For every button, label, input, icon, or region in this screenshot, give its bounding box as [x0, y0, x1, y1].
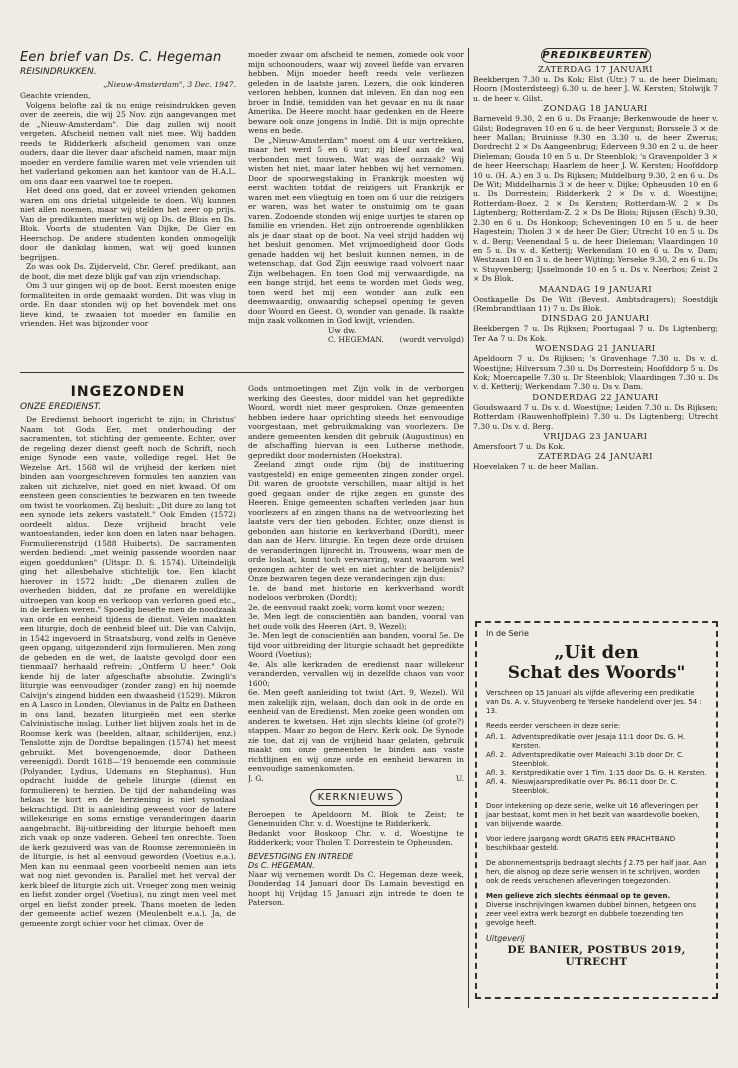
day-heading: DONDERDAG 22 JANUARI — [532, 392, 659, 403]
ad-list-item — [486, 733, 707, 751]
brief-paragraph: Het deed ons goed, dat er zoveel vrienden gekomen waren om ons drietal uitgeleide te doen. Wij kunnen niet allen noemen, maar wij stelden het zeer op prijs. Van de predikanten merkten wij op Ds. de Blois en Ds. Blok. Voorts de studenten Van Dijke, De Gier en Heerschop. De andere studenten konden onmogelijk door de dankdag komen, wat wij goed kunnen begrijpen. — [20, 186, 236, 262]
predikbeurten-day — [473, 104, 718, 283]
predikbeurten-day — [473, 452, 718, 471]
brief-column-left — [20, 50, 236, 360]
brief-salutation: Geachte vrienden, — [20, 91, 91, 100]
predikbeurten-day — [473, 285, 718, 314]
bevestiging-name: Ds C. HEGEMAN. — [248, 860, 315, 870]
ad-list-item — [486, 778, 707, 796]
ingezonden-subtitle: ONZE EREDIENST. — [20, 402, 102, 412]
day-text: Apeldoorn 7 u. Ds Rijksen; 's Gravenhage 7.30 u. Ds v. d. Woestijne; Hilversum 7.30 u. Ds Dorrestein; Hoofddorp 5 u. Ds Kok; Moercapelle 7.30 u. Dr Steenblok; Vlaardingen 7.30 u. Ds v. d. Ketterij; Werkendam 7.30 u. Ds v. Dam. — [473, 354, 718, 392]
kerknieuws-body — [248, 810, 464, 848]
brief-column-right — [248, 50, 464, 368]
predikbeurten-column — [473, 48, 718, 618]
ad-publisher: DE BANIER, POSTBUS 2019, UTRECHT — [507, 944, 686, 968]
ad-list-item — [486, 751, 707, 769]
ad-list-text: Kerstpredikatie over 1 Tim. 1:15 door Ds. G. H. Kersten. — [512, 769, 707, 777]
kerknieuws-item: Beroepen te Apeldoorn M. Blok te Zeist; te Genemuiden Chr. v. d. Woestijne te Ridderkerk. — [248, 809, 464, 828]
ad-list-text: Nieuwjaarspredikatie over Ps. 86:11 door Dr. C. Steenblok. — [512, 778, 678, 795]
predikbeurten-day — [473, 432, 718, 451]
ad-title-line2: Schat des Woords" — [507, 663, 686, 683]
ad-list-text: Adventspredikatie over Maleachi 3:1b door Dr. C. Steenblok. — [512, 751, 685, 768]
brief-continuation — [248, 50, 464, 326]
ingezonden-continuation — [248, 384, 464, 774]
day-heading: ZONDAG 18 JANUARI — [543, 104, 648, 115]
day-text: Hoevelaken 7 u. de heer Mallan. — [473, 462, 599, 472]
column-divider — [468, 48, 469, 1008]
predikbeurten-day — [473, 393, 718, 431]
brief-signature-row — [248, 335, 464, 344]
ad-list-heading: Reeds eerder verscheen in deze serie: — [486, 722, 621, 730]
kerknieuws-item: Bedankt voor Boskoop Chr. v. d. Woestijne te Ridderkerk; voor Tholen T. Dorrestein te Opheusden. — [248, 828, 464, 847]
ingezonden-paragraph: De Eredienst behoort ingericht te zijn: in Christus' Naam tot Gods Eer, met onderhouding der sacramenten, tot stichting der gemeente. Echter, over de regeling dezer dienst geeft noch de Schrift, noch enige Synode een vaste, volledige regel. Het 9e Wezelse Art. 1568 wil de vrijheid der kerken niet binden aan voorgeschreven formules ten aanzien van zaken uit zichzelve, niet goed en niet kwaad. Of om eensteen geen conscienties te bezwaren en ten tweede om twist te voorkomen. Zij besluit: „Dit dure zo lang tot een synode iets zekers vaststelt." Ook Emden (1572) oordeelt aldus. Deze vrijheid bracht vele wantoestanden, ieder kon doen en laten naar behagen. Formulierenstrijd (1588 Huiberts). De sacramenten werden bediend: „met weinig passende woorden naar eigen goeddunken" (Uitspr. D. S. 1574). Uiteindelijk ging het allesbehalve stichtelijk toe. Een klacht hierover in 1572 luidt: „De dienaren zullen de overheden bidden, dat ze profane en wereldlijke uitroepen van koop en verkoop van verloren goed etc., in de kerken weren." Spoedig besefte men de noodzaak van orde en eenheid tijdens de dienst. Velen maakten een liturgie, doch de eenheid bleef uit. Die van Calvijn, in 1542 ingevoerd in Straatsburg, vond zelfs in Genève geen opgang, uitgezonderd zijn formulieren. Men zong de gebeden en de wet, de laatste gevolgd door een tienmaal? herhaald refrein: „Ontferm U heer." Ook kende hij de later afgeschafte absolutie. Zwingli's liturgie was eenvoudiger (zonder zang) en hij noemde Calvijn's zingend bidden een dwaasheid (1529). Mikron en A Lasco in Londen, Olevianus in de Paltz en Datheen in ons land, bezaten liturgieën met een sterke Calvinistische inslag. Luther liet blijven zoals het in de Roomse kerk was (beelden, altaar, schilderijen, enz.) Tenslotte zijn de Dordtse bepalingen (1574) het meest gebruikt. Met bovengenoemde, door Datheen vereenigd). Dordt 1618—'19 benoemde een commissie (Polyander, Lydius, Udemans en Stephanus). Hun opdracht luidde de gehele liturgie (dienst en formulieren) te herzien. De tijd der nahandeling was helaas te kort en de herziening is niet synodaal bekrachtigd. Dit is aanleiding geweest voor de latere willekeurige en soms ernstige veranderingen daarin aangebracht. Bij-uitbreiding der liturgie behoeft men zich vaak op onze vaderen. Geheel ten onrechte. Toen de kerk gezuiverd was van de Roomse zeremonieën in de liturgie, is het al eenvoud geworden (Voetius e.a.). Men kan nu eenmaal geen voorbeeld nemen aan iets wat nog niet gevonden is. Parallel met het verval der kerk bleef de liturgie zich uit. Vroeger zong men weinig en liefst zonder orgel (Voetius), nu zingt men veel met orgel en liefst zonder preek. Thans moeten de leden der gemeente actief wezen (Meulenbelt e.a.). Ja, de gemeente zorgt schier voor het climax. Over de — [20, 415, 236, 928]
brief-title: Een brief van Ds. C. Hegeman — [20, 50, 222, 65]
day-text: Goudswaard 7 u. Ds v. d. Woestijne; Leiden 7.30 u. Ds Rijksen; Rotterdam (Rauwenhoffplein) 7.30 u. Ds Ligtenberg; Utrecht 7.30 u. Ds v. d. Berg. — [473, 402, 718, 431]
ingezonden-column-left — [20, 384, 236, 1034]
predikbeurten-day — [473, 314, 718, 343]
section-divider — [20, 372, 464, 373]
day-heading: VRIJDAG 23 JANUARI — [543, 432, 648, 442]
ad-list-number: Afl. 3. — [486, 769, 507, 777]
brief-body — [20, 91, 236, 329]
ad-list-item — [486, 769, 707, 778]
bevestiging-text: Naar wij vernemen wordt Ds C. Hegeman deze week, Donderdag 14 Januari door Ds Lamain bevestigd en hoopt hij Vrijdag 15 Januari zijn intrede te doen te Paterson. — [248, 869, 464, 907]
day-text: Beekbergen 7 u. Ds Rijksen; Poortugaal 7 u. Ds Ligtenberg; Ter Aa 7 u. Ds Kok. — [473, 324, 718, 343]
bezwaar-item: 2e. de eenvoud raakt zoek; vorm komt voor wezen; — [248, 602, 445, 612]
brief-subtitle: REISINDRUKKEN. — [20, 67, 97, 77]
ad-series-label: In de Serie — [486, 629, 529, 638]
brief-closing: Uw dw. — [328, 325, 357, 335]
ingezonden-initials: J. G. — [248, 773, 264, 783]
brief-signature: C. HEGEMAN. — [328, 335, 384, 344]
kerknieuws-title: KERKNIEUWS — [310, 789, 402, 806]
brief-dateline: „Nieuw-Amsterdam", 3 Dec. 1947. — [103, 80, 236, 89]
predikbeurten-title: PREDIKBEURTEN — [542, 50, 649, 61]
ad-list-number: Afl. 2. — [486, 751, 507, 759]
bezwaar-item: 6e. Men geeft aanleiding tot twist (Art. 9, Wezel). Wil men zakelijk zijn, welaan, doch dan ook in de orde en eenheid van de Eredienst. Men zoeke geen wonden om anderen te kwetsen. Het zijn slechts kleine (of grote?) stappen. Maar zo begon de Herv. Kerk ook. De Synode zie toe, dat zij van de vrijheid haar gelaten, gebruik maakt om onze gemeenten te binden aan vaste richtlijnen en wij onze orde en eenheid bewaren in eenvoudige samenkomsten. — [248, 688, 464, 773]
ad-notice: Diverse inschrijvingen kwamen dubbel binnen, hetgeen ons zeer veel extra werk bezorgt en dubbele toezending ten gevolge heeft. — [486, 901, 696, 927]
brief-paragraph: Volgens belofte zal ik nu enige reisindrukken geven over de zeereis, die wij 25 Nov. zijn aangevangen met de „Nieuw-Amsterdam". Die dag zullen wij nooit vergeten. Afscheid nemen valt niet mee. Wij hadden reeds te Ridderkerk afscheid genomen van onze ouders, daar die liever daar afscheid namen, maar mijn moeder en verdere familie waren met vele vrienden uit het vaderland gekomen aan het kantoor van de H.A.L. om ons daar een vaarwel toe te roepen. — [20, 100, 236, 186]
ad-list — [486, 733, 707, 796]
day-heading: MAANDAG 19 JANUARI — [538, 284, 653, 295]
ingezonden-paragraph: Zeeland zingt oude rijm (bij de instituering vastgesteld) en enige gemeenten zingen zonder orgel. Dit waren de grootste verschillen, maar altijd is het goed gegaan onder de rijke zegen en gunste des Heeren. Enige gemeenten schaften verleden jaar hun voorlezers af en zingen thans na de wetvoorlezing het laatste vers der tien geboden. Echter, onze dienst is gebonden aan historie en kerkverband (Dordt), meer dan aan de Herv. liturgie. En tegen deze orde druisen de veranderingen lijnrecht in. Trouwens, waar men de orde loslaat, komt toch verwarring, want waarom wel gezongen achter de wet en niet achter de belijdenis? Onze bezwaren tegen deze veranderingen zijn dus: — [248, 460, 464, 583]
ingezonden-initials-right: U. — [455, 773, 464, 783]
brief-paragraph: Zo was ook Ds. Zijderveld, Chr. Geref. predikant, aan de boot, die met deze blijk gaf van zijn vriendschap. — [20, 262, 236, 281]
ad-paragraph: Voor iedere jaargang wordt GRATIS EEN PRACHTBAND beschikbaar gesteld. — [486, 835, 676, 852]
bevestiging-body — [248, 870, 464, 908]
brief-paragraph: De „Nieuw-Amsterdam" moest om 4 uur vertrekken, maar het werd 5 en 6 uur; zij bleef aan de wal verbonden met touwen. Wat was de oorzaak? Wij wisten het niet, maar later hebben wij het vernomen. Door de spoorwegstaking in Frankrijk moesten wij eerst wachten totdat de reizigers uit Frankrijk er waren met een vliegtuig en toen om 6 uur die reizigers er waren, was het water te onstuimig om te gaan varen. Zodoende stonden wij enige uurtjes te staren op familie en vrienden. Het zijn ontroerende ogenblikken als je daar staat op de boot. Na veel strijd hadden wij het besluit genomen. Met vrijmoedigheid door Gods genade hadden wij het besluit kunnen nemen, in de wetenschap, dat God Zijn eeuwige raad volvoert naar Zijn welbehagen. En toen God mij verwaardigde, na een bange strijd, het eens te worden met Gods weg, toen werd het mij een wonder aan zulk een deemwaardig, onwaardig schepsel opening te geven door Woord en Geest. O, wonder van genade. Ik raakte mijn zaak volkomen in God kwijt, vrienden. — [248, 135, 464, 325]
ad-notice-bold: Men gelieve zich slechts éénmaal op te geven. — [486, 892, 671, 900]
bezwaar-item: 3e. Men legt de conscientiën aan banden, vooral 5e. De tijd voor uitbreiding der liturgie schaadt het gepredikte Woord (Voetius); — [248, 631, 464, 659]
bevestiging-title: BEVESTIGING EN INTREDE — [248, 851, 354, 861]
day-heading: WOENSDAG 21 JANUARI — [535, 344, 656, 355]
day-text: Beekbergen 7.30 u. Ds Kok; Elst (Utr.) 7 u. de heer Dielman; Hoorn (Mosterdsteeg) 6.30 u. de heer J. W. Kersten; Stolwijk 7 u. de heer v. Gilst. — [473, 75, 718, 103]
ingezonden-signature-row — [248, 774, 464, 783]
ad-intro: Verscheen op 15 Januari als vijfde aflevering een predikatie van Ds. A. v. Stuyvenberg te Yerseke handelend over Jes. 54 : 13. — [486, 689, 702, 715]
ingezonden-body — [20, 415, 236, 928]
ad-list-number: Afl. 4. — [486, 778, 507, 786]
predikbeurten-day — [473, 65, 718, 103]
ad-list-number: Afl. 1. — [486, 733, 507, 741]
brief-continued: (wordt vervolgd) — [399, 335, 464, 344]
day-heading: DINSDAG 20 JANUARI — [541, 314, 650, 325]
day-heading: ZATERDAG 17 JANUARI — [537, 65, 654, 75]
bezwaar-item: 1e. de band met historie en kerkverband wordt nodeloos verbroken (Dordt); — [248, 583, 464, 602]
brief-paragraph: Om 3 uur gingen wij op de boot. Eerst moesten enige formaliteiten in orde gemaakt worden. Dit was vlug in orde. En daar stonden wij op het bovendek met ons lieve kind, te zwaaien tot moeder en familie en vrienden. Het was bijzonder voor — [20, 281, 236, 328]
ad-publisher-label: Uitgeverij — [486, 934, 525, 943]
predikbeurten-day — [473, 344, 718, 392]
ad-list-text: Adventspredikatie over Jesaja 11:1 door Ds. G. H. Kersten. — [512, 733, 686, 750]
bezwaar-item: 4e. Als alle kerkraden de eredienst naar willekeur veranderden, vervallen wij in dezelfde chaos van voor 1600; — [248, 659, 464, 688]
ingezonden-column-right — [248, 384, 464, 1034]
ingezonden-paragraph: Gods ontmoetingen met Zijn volk in de verborgen werking des Geestes, door middel van het gepredikte Woord, wordt niet meer gesproken. Onze gemeenten hebben iedere haar oprichting steeds het eenvoudige voorgestaan, met gebruikmaking van voorlezers. De andere gemeenten kenden dit gebruik (Augustinus) en de afschaffing hiervan is een Lutherse methode, gepredikt door modernisten (Hoekstra). — [248, 384, 464, 460]
ad-paragraph: Door intekening op deze serie, welke uit 16 afleveringen per jaar bestaat, komt men in het bezit van waardevolle boeken, van blijvende waarde. — [486, 802, 700, 828]
bezwaar-item: 3e. Men legt de conscientiën aan banden, vooral van het oude volk des Heeren (Art. 9, Wezel); — [248, 612, 464, 631]
day-text: Oostkapelle Ds De Wit (Bevest. Ambtsdragers); Soestdijk (Rembrandtlaan 11) 7 u. Ds Blok. — [473, 294, 718, 313]
day-text: Barneveld 9.30, 2 en 6 u. Ds Fraanje; Berkenwoude de heer v. Gilst; Bodegraven 10 en 6 u. de heer Vergunst; Borssele 3 × de heer Mallan; Bruinisse 9.30 en 3.30 u. de heer Zwerus; Dordrecht 2 × Ds Aangeenbrug; Ederveen 9.30 en 2 u. de heer Dieleman; Gouda 10 en 5 u. Dr Steenblok; 's Gravenpolder 3 × de heer Heerschap; Haarlem de heer J. W. Kersten; Hoofddorp 10 u. (H. A.) en 3 u. Ds Rijksen; Middelburg 9.30, 2 en 6 u. Ds De Wit; Middelharnis 3 × de heer v. Dijke; Opheusden 10 en 6 u. Ds Dorrestein; Ridderkerk 2 × Ds v. d. Woestijne; Rotterdam-Boez. 2 × Ds Kersten; Rotterdam-W. 2 × Ds Ligtenberg; Rotterdam-Z. 2 × Ds De Blois; Rijssen (Esch) 9.30, 2.30 en 6 u. Ds Honkoop; Scheveningen 10 en 5 u. de heer Hagestein; Tholen 3 × de heer De Gier; Utrecht 10 en 5 u. Ds v. d. Berg; Veenendaal 5 u. de heer Dieleman; Vlaardingen 10 en 5 u. Ds v. d. Ketterij; Werkendam 10 en 6 u. Ds v. Dam; Westzaan 10 en 3 u. de heer Wijting; Yerseke 9.30, 2 en 6 u. Ds v. Stuyvenberg; IJsselmonde 10 en 5 u. Ds v. Neerbos; Zeist 2 × Ds Blok. — [473, 114, 718, 284]
day-heading: ZATERDAG 24 JANUARI — [537, 452, 654, 463]
ingezonden-title: INGEZONDEN — [70, 384, 186, 400]
ad-title-line1: „Uit den — [554, 642, 639, 663]
ad-paragraph: De abonnementsprijs bedraagt slechts ƒ 2.75 per half jaar. Aan hen, die alsnog op deze serie wensen in te schrijven, worden ook de reeds verschenen afleveringen toegezonden. — [486, 859, 707, 885]
day-text: Amersfoort 7 u. Ds Kok. — [473, 442, 566, 451]
schat-des-woords-advertisement — [475, 621, 718, 999]
brief-paragraph: moeder zwaar om afscheid te nemen, zomede ook voor mijn schoonouders, waar wij zoveel liefde van ervaren hebben. Mijn moeder heeft reeds vele verliezen geleden in de laatste jaren. Lezers, die ook kinderen verloren hebben, kunnen dat inleven. En dan nog een broer in Indië, temidden van het gevaar en nu ik naar Amerika. De Heere mocht haar gedenken en de Heere beware ook onze jongens in Indië. Dit is mijn oprechte wens en bede. — [248, 50, 464, 135]
